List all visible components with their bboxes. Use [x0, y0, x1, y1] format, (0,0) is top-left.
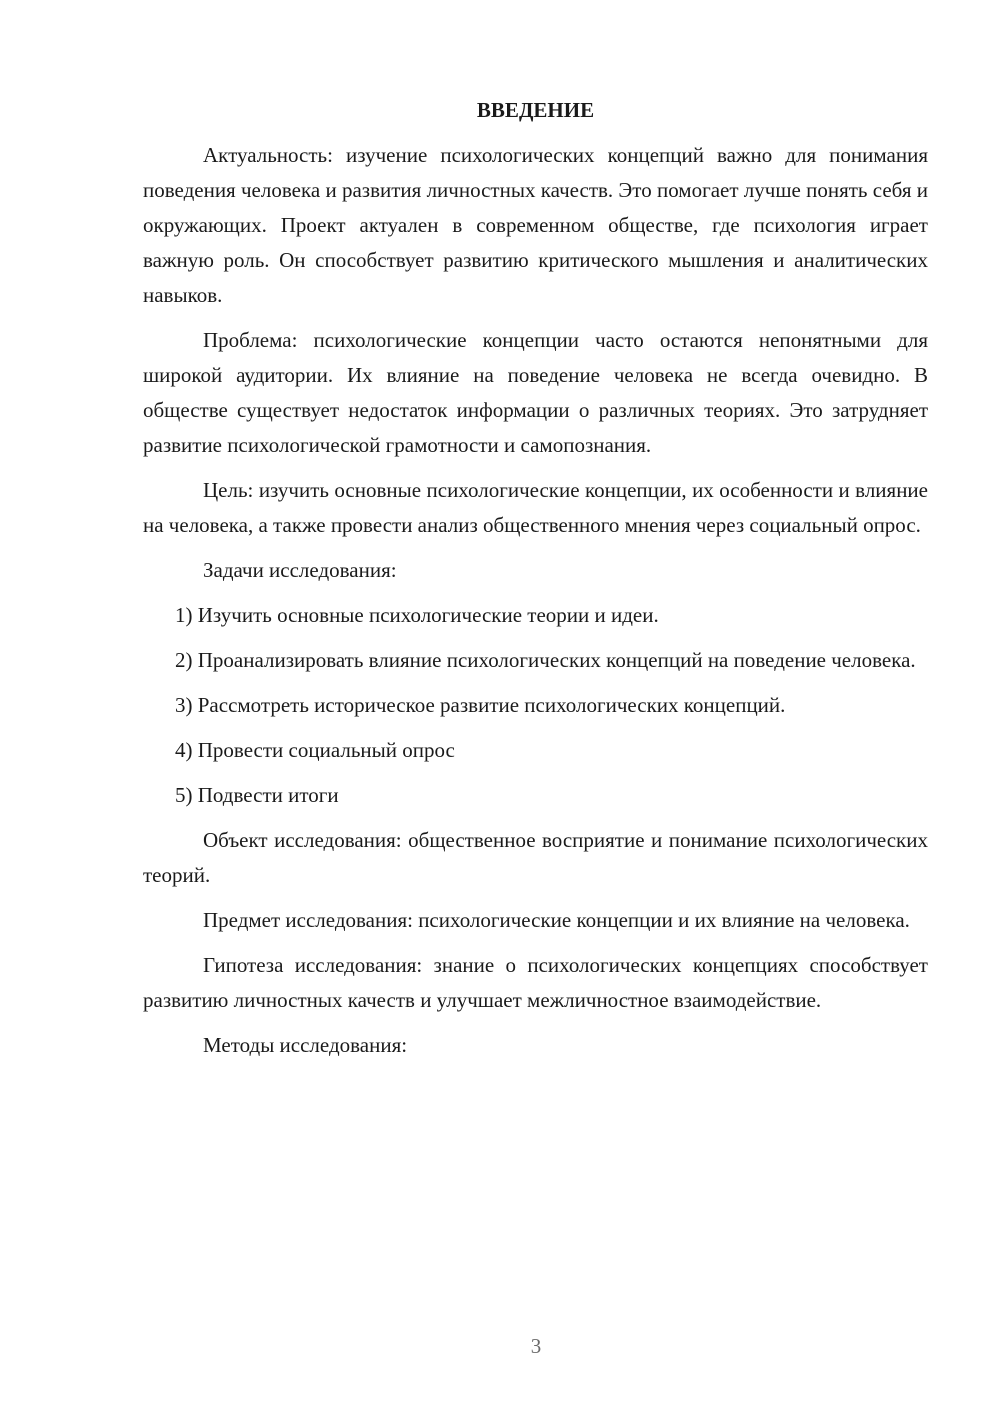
- paragraph-goal: Цель: изучить основные психологические концепции, их особенности и влияние на человека, а также провести анализ общественного мнения через социальный опрос.: [143, 478, 928, 537]
- page-title: ВВЕДЕНИЕ: [476, 98, 595, 122]
- paragraph-tasks-heading: Задачи исследования:: [203, 558, 397, 582]
- paragraph-problem: Проблема: психологические концепции часто остаются непонятными для широкой аудитории. Их влияние на поведение человека не всегда очевидно. В обществе существует недостаток информации о различных теориях. Это затрудняет развитие психологической грамотности и самопознания.: [143, 328, 928, 457]
- task-item: 5) Подвести итоги: [175, 783, 339, 807]
- task-item: 4) Провести социальный опрос: [175, 738, 455, 762]
- task-item: 1) Изучить основные психологические теории и идеи.: [175, 603, 659, 627]
- paragraph-object: Объект исследования: общественное восприятие и понимание психологических теорий.: [143, 828, 928, 887]
- paragraph-relevance: Актуальность: изучение психологических концепций важно для понимания поведения человека и развития личностных качеств. Это помогает лучше понять себя и окружающих. Проект актуален в современном обществе, где психология играет важную роль. Он способствует развитию критического мышления и аналитических навыков.: [143, 143, 928, 307]
- task-item: 2) Проанализировать влияние психологических концепций на поведение человека.: [175, 648, 916, 672]
- document-body: [143, 96, 928, 1073]
- paragraph-hypothesis: Гипотеза исследования: знание о психологических концепциях способствует развитию личностных качеств и улучшает межличностное взаимодействие.: [143, 953, 928, 1012]
- page-number: 3: [530, 1334, 542, 1358]
- paragraph-methods: Методы исследования:: [203, 1033, 408, 1057]
- paragraph-subject: Предмет исследования: психологические концепции и их влияние на человека.: [203, 908, 910, 932]
- task-item: 3) Рассмотреть историческое развитие психологических концепций.: [175, 693, 786, 717]
